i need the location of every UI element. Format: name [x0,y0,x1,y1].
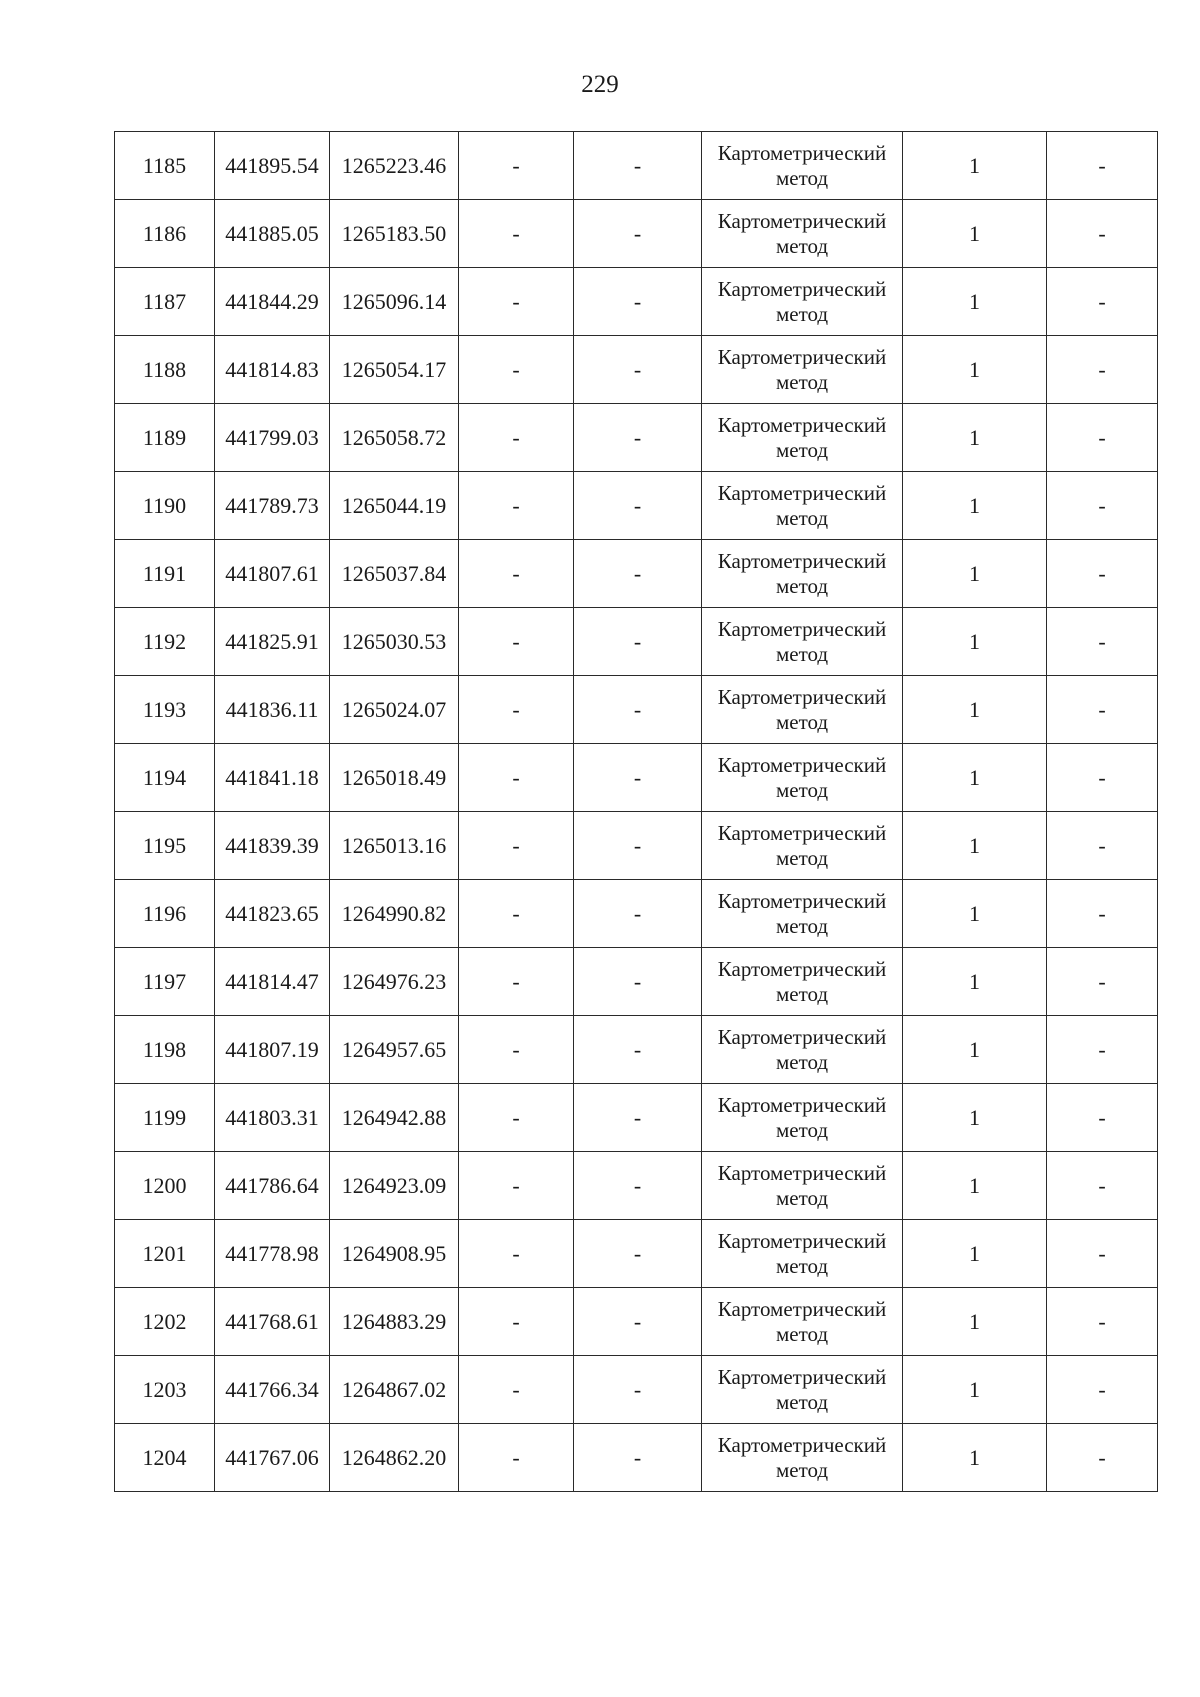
page-number: 229 [581,71,619,98]
accuracy-cell: 1 [903,404,1047,472]
column-8-cell: - [1047,1016,1158,1084]
accuracy-cell: 1 [903,1152,1047,1220]
x-coordinate-cell: 441803.31 [215,1084,330,1152]
y-coordinate-cell: 1265018.49 [330,744,459,812]
accuracy-cell: 1 [903,812,1047,880]
column-5-cell: - [574,1220,702,1288]
y-coordinate-cell: 1265223.46 [330,132,459,200]
y-coordinate-cell: 1265044.19 [330,472,459,540]
column-8-cell: - [1047,880,1158,948]
column-5-cell: - [574,1084,702,1152]
method-text-line: Картометрический [717,140,887,165]
y-coordinate-cell: 1264862.20 [330,1424,459,1492]
point-number-cell: 1185 [115,132,215,200]
method-cell [702,812,903,880]
method-text-line: метод [775,709,829,734]
method-text-line: метод [775,1457,829,1482]
point-number-cell: 1194 [115,744,215,812]
y-coordinate-cell: 1265030.53 [330,608,459,676]
x-coordinate-cell: 441767.06 [215,1424,330,1492]
column-8-cell: - [1047,404,1158,472]
method-text-line: метод [775,1321,829,1346]
table-row [115,1220,1158,1288]
table-row [115,472,1158,540]
table-row [115,880,1158,948]
column-5-cell: - [574,948,702,1016]
column-8-cell: - [1047,1152,1158,1220]
column-5-cell: - [574,1288,702,1356]
table-row [115,1356,1158,1424]
table-row [115,676,1158,744]
column-4-cell: - [459,1424,574,1492]
y-coordinate-cell: 1264957.65 [330,1016,459,1084]
column-4-cell: - [459,1016,574,1084]
column-4-cell: - [459,880,574,948]
method-text-line: Картометрический [717,752,887,777]
column-4-cell: - [459,540,574,608]
method-text-line: Картометрический [717,1296,887,1321]
method-text-line: метод [775,981,829,1006]
x-coordinate-cell: 441789.73 [215,472,330,540]
method-text-line: метод [775,1049,829,1074]
x-coordinate-cell: 441766.34 [215,1356,330,1424]
x-coordinate-cell: 441799.03 [215,404,330,472]
column-8-cell: - [1047,676,1158,744]
column-5-cell: - [574,268,702,336]
accuracy-cell: 1 [903,1016,1047,1084]
table-row [115,948,1158,1016]
column-5-cell: - [574,1424,702,1492]
column-8-cell: - [1047,472,1158,540]
y-coordinate-cell: 1264942.88 [330,1084,459,1152]
column-5-cell: - [574,1152,702,1220]
accuracy-cell: 1 [903,200,1047,268]
method-cell [702,1220,903,1288]
method-text-line: Картометрический [717,1432,887,1457]
accuracy-cell: 1 [903,1356,1047,1424]
method-cell [702,1152,903,1220]
y-coordinate-cell: 1264976.23 [330,948,459,1016]
table-row [115,812,1158,880]
method-cell [702,1288,903,1356]
method-text-line: Картометрический [717,820,887,845]
accuracy-cell: 1 [903,676,1047,744]
column-8-cell: - [1047,1288,1158,1356]
column-8-cell: - [1047,948,1158,1016]
column-8-cell: - [1047,1084,1158,1152]
coordinates-table-body [115,132,1158,1492]
y-coordinate-cell: 1264867.02 [330,1356,459,1424]
method-text-line: Картометрический [717,1160,887,1185]
table-row [115,1288,1158,1356]
x-coordinate-cell: 441825.91 [215,608,330,676]
column-8-cell: - [1047,268,1158,336]
column-5-cell: - [574,880,702,948]
method-text-line: метод [775,505,829,530]
y-coordinate-cell: 1264990.82 [330,880,459,948]
column-8-cell: - [1047,1424,1158,1492]
method-text-line: Картометрический [717,208,887,233]
point-number-cell: 1197 [115,948,215,1016]
x-coordinate-cell: 441885.05 [215,200,330,268]
accuracy-cell: 1 [903,880,1047,948]
method-cell [702,472,903,540]
column-5-cell: - [574,608,702,676]
column-5-cell: - [574,676,702,744]
method-text-line: метод [775,301,829,326]
method-text-line: Картометрический [717,684,887,709]
point-number-cell: 1204 [115,1424,215,1492]
column-8-cell: - [1047,200,1158,268]
y-coordinate-cell: 1265037.84 [330,540,459,608]
table-row [115,744,1158,812]
accuracy-cell: 1 [903,132,1047,200]
y-coordinate-cell: 1265058.72 [330,404,459,472]
x-coordinate-cell: 441823.65 [215,880,330,948]
x-coordinate-cell: 441814.47 [215,948,330,1016]
column-8-cell: - [1047,1356,1158,1424]
column-8-cell: - [1047,608,1158,676]
accuracy-cell: 1 [903,608,1047,676]
method-text-line: Картометрический [717,1228,887,1253]
x-coordinate-cell: 441786.64 [215,1152,330,1220]
method-text-line: Картометрический [717,956,887,981]
table-row [115,1424,1158,1492]
method-text-line: метод [775,777,829,802]
method-text-line: Картометрический [717,616,887,641]
accuracy-cell: 1 [903,1220,1047,1288]
method-cell [702,608,903,676]
accuracy-cell: 1 [903,744,1047,812]
y-coordinate-cell: 1265183.50 [330,200,459,268]
table-row [115,268,1158,336]
method-cell [702,200,903,268]
method-text-line: Картометрический [717,1024,887,1049]
x-coordinate-cell: 441895.54 [215,132,330,200]
point-number-cell: 1200 [115,1152,215,1220]
table-row [115,132,1158,200]
column-8-cell: - [1047,744,1158,812]
column-4-cell: - [459,744,574,812]
column-4-cell: - [459,812,574,880]
method-text-line: Картометрический [717,412,887,437]
y-coordinate-cell: 1265024.07 [330,676,459,744]
column-4-cell: - [459,472,574,540]
method-text-line: метод [775,437,829,462]
column-4-cell: - [459,1220,574,1288]
column-5-cell: - [574,1356,702,1424]
y-coordinate-cell: 1264908.95 [330,1220,459,1288]
point-number-cell: 1196 [115,880,215,948]
accuracy-cell: 1 [903,268,1047,336]
column-5-cell: - [574,404,702,472]
column-8-cell: - [1047,540,1158,608]
x-coordinate-cell: 441807.19 [215,1016,330,1084]
accuracy-cell: 1 [903,1424,1047,1492]
method-text-line: Картометрический [717,1092,887,1117]
point-number-cell: 1191 [115,540,215,608]
column-4-cell: - [459,268,574,336]
point-number-cell: 1190 [115,472,215,540]
accuracy-cell: 1 [903,1084,1047,1152]
column-4-cell: - [459,1152,574,1220]
column-5-cell: - [574,1016,702,1084]
point-number-cell: 1189 [115,404,215,472]
column-4-cell: - [459,1288,574,1356]
y-coordinate-cell: 1265096.14 [330,268,459,336]
column-4-cell: - [459,676,574,744]
point-number-cell: 1186 [115,200,215,268]
method-text-line: метод [775,165,829,190]
table-row [115,608,1158,676]
column-4-cell: - [459,948,574,1016]
x-coordinate-cell: 441844.29 [215,268,330,336]
table-row [115,1152,1158,1220]
method-text-line: метод [775,845,829,870]
point-number-cell: 1188 [115,336,215,404]
method-text-line: метод [775,1253,829,1278]
accuracy-cell: 1 [903,1288,1047,1356]
method-cell [702,1016,903,1084]
table-row [115,336,1158,404]
accuracy-cell: 1 [903,472,1047,540]
column-4-cell: - [459,1356,574,1424]
x-coordinate-cell: 441839.39 [215,812,330,880]
method-text-line: метод [775,1185,829,1210]
method-text-line: Картометрический [717,548,887,573]
method-text-line: метод [775,369,829,394]
table-row [115,1016,1158,1084]
method-cell [702,404,903,472]
x-coordinate-cell: 441768.61 [215,1288,330,1356]
x-coordinate-cell: 441778.98 [215,1220,330,1288]
column-5-cell: - [574,472,702,540]
method-text-line: метод [775,1389,829,1414]
column-5-cell: - [574,336,702,404]
column-4-cell: - [459,132,574,200]
column-5-cell: - [574,540,702,608]
column-5-cell: - [574,132,702,200]
y-coordinate-cell: 1265054.17 [330,336,459,404]
table-row [115,404,1158,472]
method-cell [702,1424,903,1492]
method-text-line: метод [775,1117,829,1142]
point-number-cell: 1193 [115,676,215,744]
column-8-cell: - [1047,336,1158,404]
column-8-cell: - [1047,132,1158,200]
method-cell [702,1084,903,1152]
y-coordinate-cell: 1264923.09 [330,1152,459,1220]
column-5-cell: - [574,200,702,268]
method-cell [702,880,903,948]
column-5-cell: - [574,744,702,812]
point-number-cell: 1187 [115,268,215,336]
method-cell [702,132,903,200]
x-coordinate-cell: 441807.61 [215,540,330,608]
point-number-cell: 1192 [115,608,215,676]
method-text-line: Картометрический [717,480,887,505]
method-text-line: метод [775,641,829,666]
method-cell [702,540,903,608]
method-text-line: Картометрический [717,888,887,913]
accuracy-cell: 1 [903,336,1047,404]
method-cell [702,676,903,744]
column-8-cell: - [1047,812,1158,880]
method-cell [702,336,903,404]
method-text-line: метод [775,913,829,938]
table-row [115,1084,1158,1152]
accuracy-cell: 1 [903,540,1047,608]
x-coordinate-cell: 441814.83 [215,336,330,404]
column-4-cell: - [459,336,574,404]
method-cell [702,744,903,812]
method-text-line: метод [775,233,829,258]
y-coordinate-cell: 1265013.16 [330,812,459,880]
point-number-cell: 1198 [115,1016,215,1084]
column-4-cell: - [459,200,574,268]
method-cell [702,1356,903,1424]
column-4-cell: - [459,404,574,472]
point-number-cell: 1203 [115,1356,215,1424]
y-coordinate-cell: 1264883.29 [330,1288,459,1356]
method-text-line: Картометрический [717,1364,887,1389]
table-row [115,200,1158,268]
method-text-line: Картометрический [717,344,887,369]
method-cell [702,268,903,336]
table-row [115,540,1158,608]
point-number-cell: 1202 [115,1288,215,1356]
accuracy-cell: 1 [903,948,1047,1016]
method-cell [702,948,903,1016]
column-4-cell: - [459,1084,574,1152]
column-8-cell: - [1047,1220,1158,1288]
column-4-cell: - [459,608,574,676]
point-number-cell: 1199 [115,1084,215,1152]
column-5-cell: - [574,812,702,880]
x-coordinate-cell: 441841.18 [215,744,330,812]
method-text-line: Картометрический [717,276,887,301]
x-coordinate-cell: 441836.11 [215,676,330,744]
point-number-cell: 1201 [115,1220,215,1288]
coordinates-table [114,131,1158,1492]
method-text-line: метод [775,573,829,598]
point-number-cell: 1195 [115,812,215,880]
